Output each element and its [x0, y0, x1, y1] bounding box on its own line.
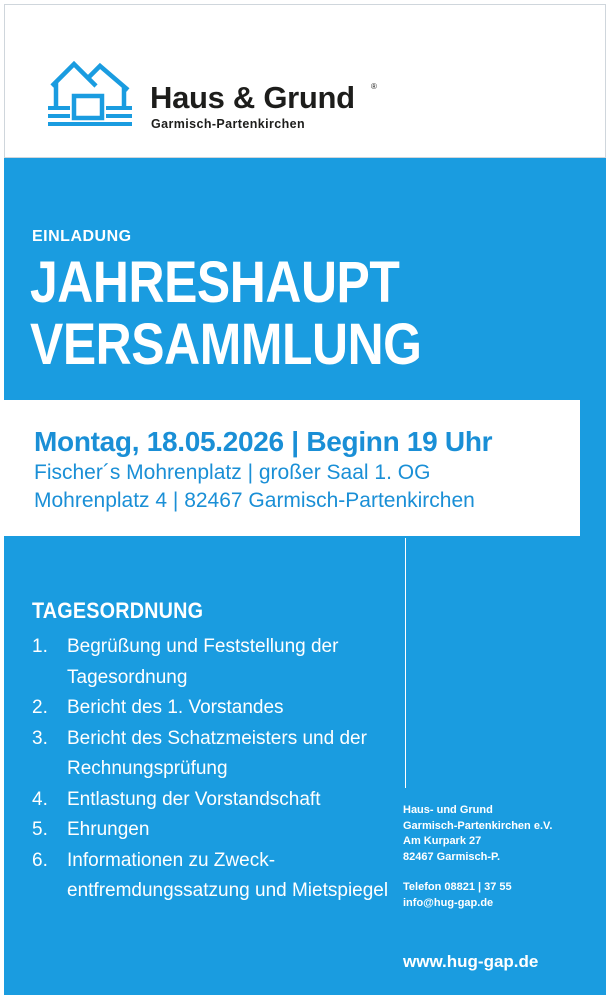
title-line-2: VERSAMMLUNG [30, 312, 422, 377]
contact-org-line-2: Garmisch-Partenkirchen e.V. [403, 819, 553, 832]
agenda-number: 6. [32, 849, 48, 871]
brand-location: Garmisch-Partenkirchen [151, 117, 305, 131]
agenda-text: Informationen zu Zweck-entfremdungssatzung und Mietspiegel [67, 849, 389, 901]
agenda-title: TAGESORDNUNG [32, 598, 204, 623]
contact-org-line-1: Haus- und Grund [403, 804, 493, 816]
agenda-text: Entlastung der Vorstandschaft [67, 788, 321, 810]
agenda-number: 3. [32, 727, 48, 749]
event-info-box [4, 400, 580, 536]
list-item [32, 785, 402, 816]
vertical-divider [405, 538, 406, 788]
list-item [32, 693, 402, 724]
list-item [32, 846, 402, 907]
list-item [32, 632, 402, 693]
page-title [30, 250, 422, 378]
contact-phone: Telefon 08821 | 37 55 [403, 881, 512, 893]
event-date-time: Montag, 18.05.2026 | Beginn 19 Uhr [34, 426, 493, 457]
agenda-number: 1. [32, 636, 48, 657]
registered-mark: ® [371, 82, 377, 91]
agenda-list [32, 632, 402, 907]
title-line-1: JAHRESHAUPT [30, 250, 400, 315]
house-logo-icon [44, 52, 140, 130]
contact-street: Am Kurpark 27 [403, 835, 482, 847]
agenda-text: Bericht des Schatzmeisters und der Rechnungsprüfung [67, 727, 367, 779]
contact-block [403, 803, 552, 911]
list-item [32, 724, 402, 785]
agenda-number: 5. [32, 819, 48, 840]
contact-email[interactable]: info@hug-gap.de [403, 896, 494, 909]
contact-city: 82467 Garmisch-P. [403, 850, 501, 863]
agenda-number: 4. [32, 788, 48, 810]
list-item [32, 815, 402, 846]
agenda-text: Begrüßung und Feststellung der Tagesordnung [67, 636, 339, 688]
agenda-number: 2. [32, 697, 48, 718]
event-address: Mohrenplatz 4 | 82467 Garmisch-Partenkirchen [34, 489, 475, 512]
contact-spacer [403, 865, 552, 880]
website-link[interactable]: www.hug-gap.de [403, 952, 539, 971]
brand-name: Haus & Grund [150, 80, 355, 115]
event-venue: Fischer´s Mohrenplatz | großer Saal 1. OG [34, 461, 431, 484]
agenda-text: Bericht des 1. Vorstandes [67, 697, 284, 718]
agenda-text: Ehrungen [67, 819, 150, 840]
invitation-kicker: EINLADUNG [32, 228, 132, 245]
